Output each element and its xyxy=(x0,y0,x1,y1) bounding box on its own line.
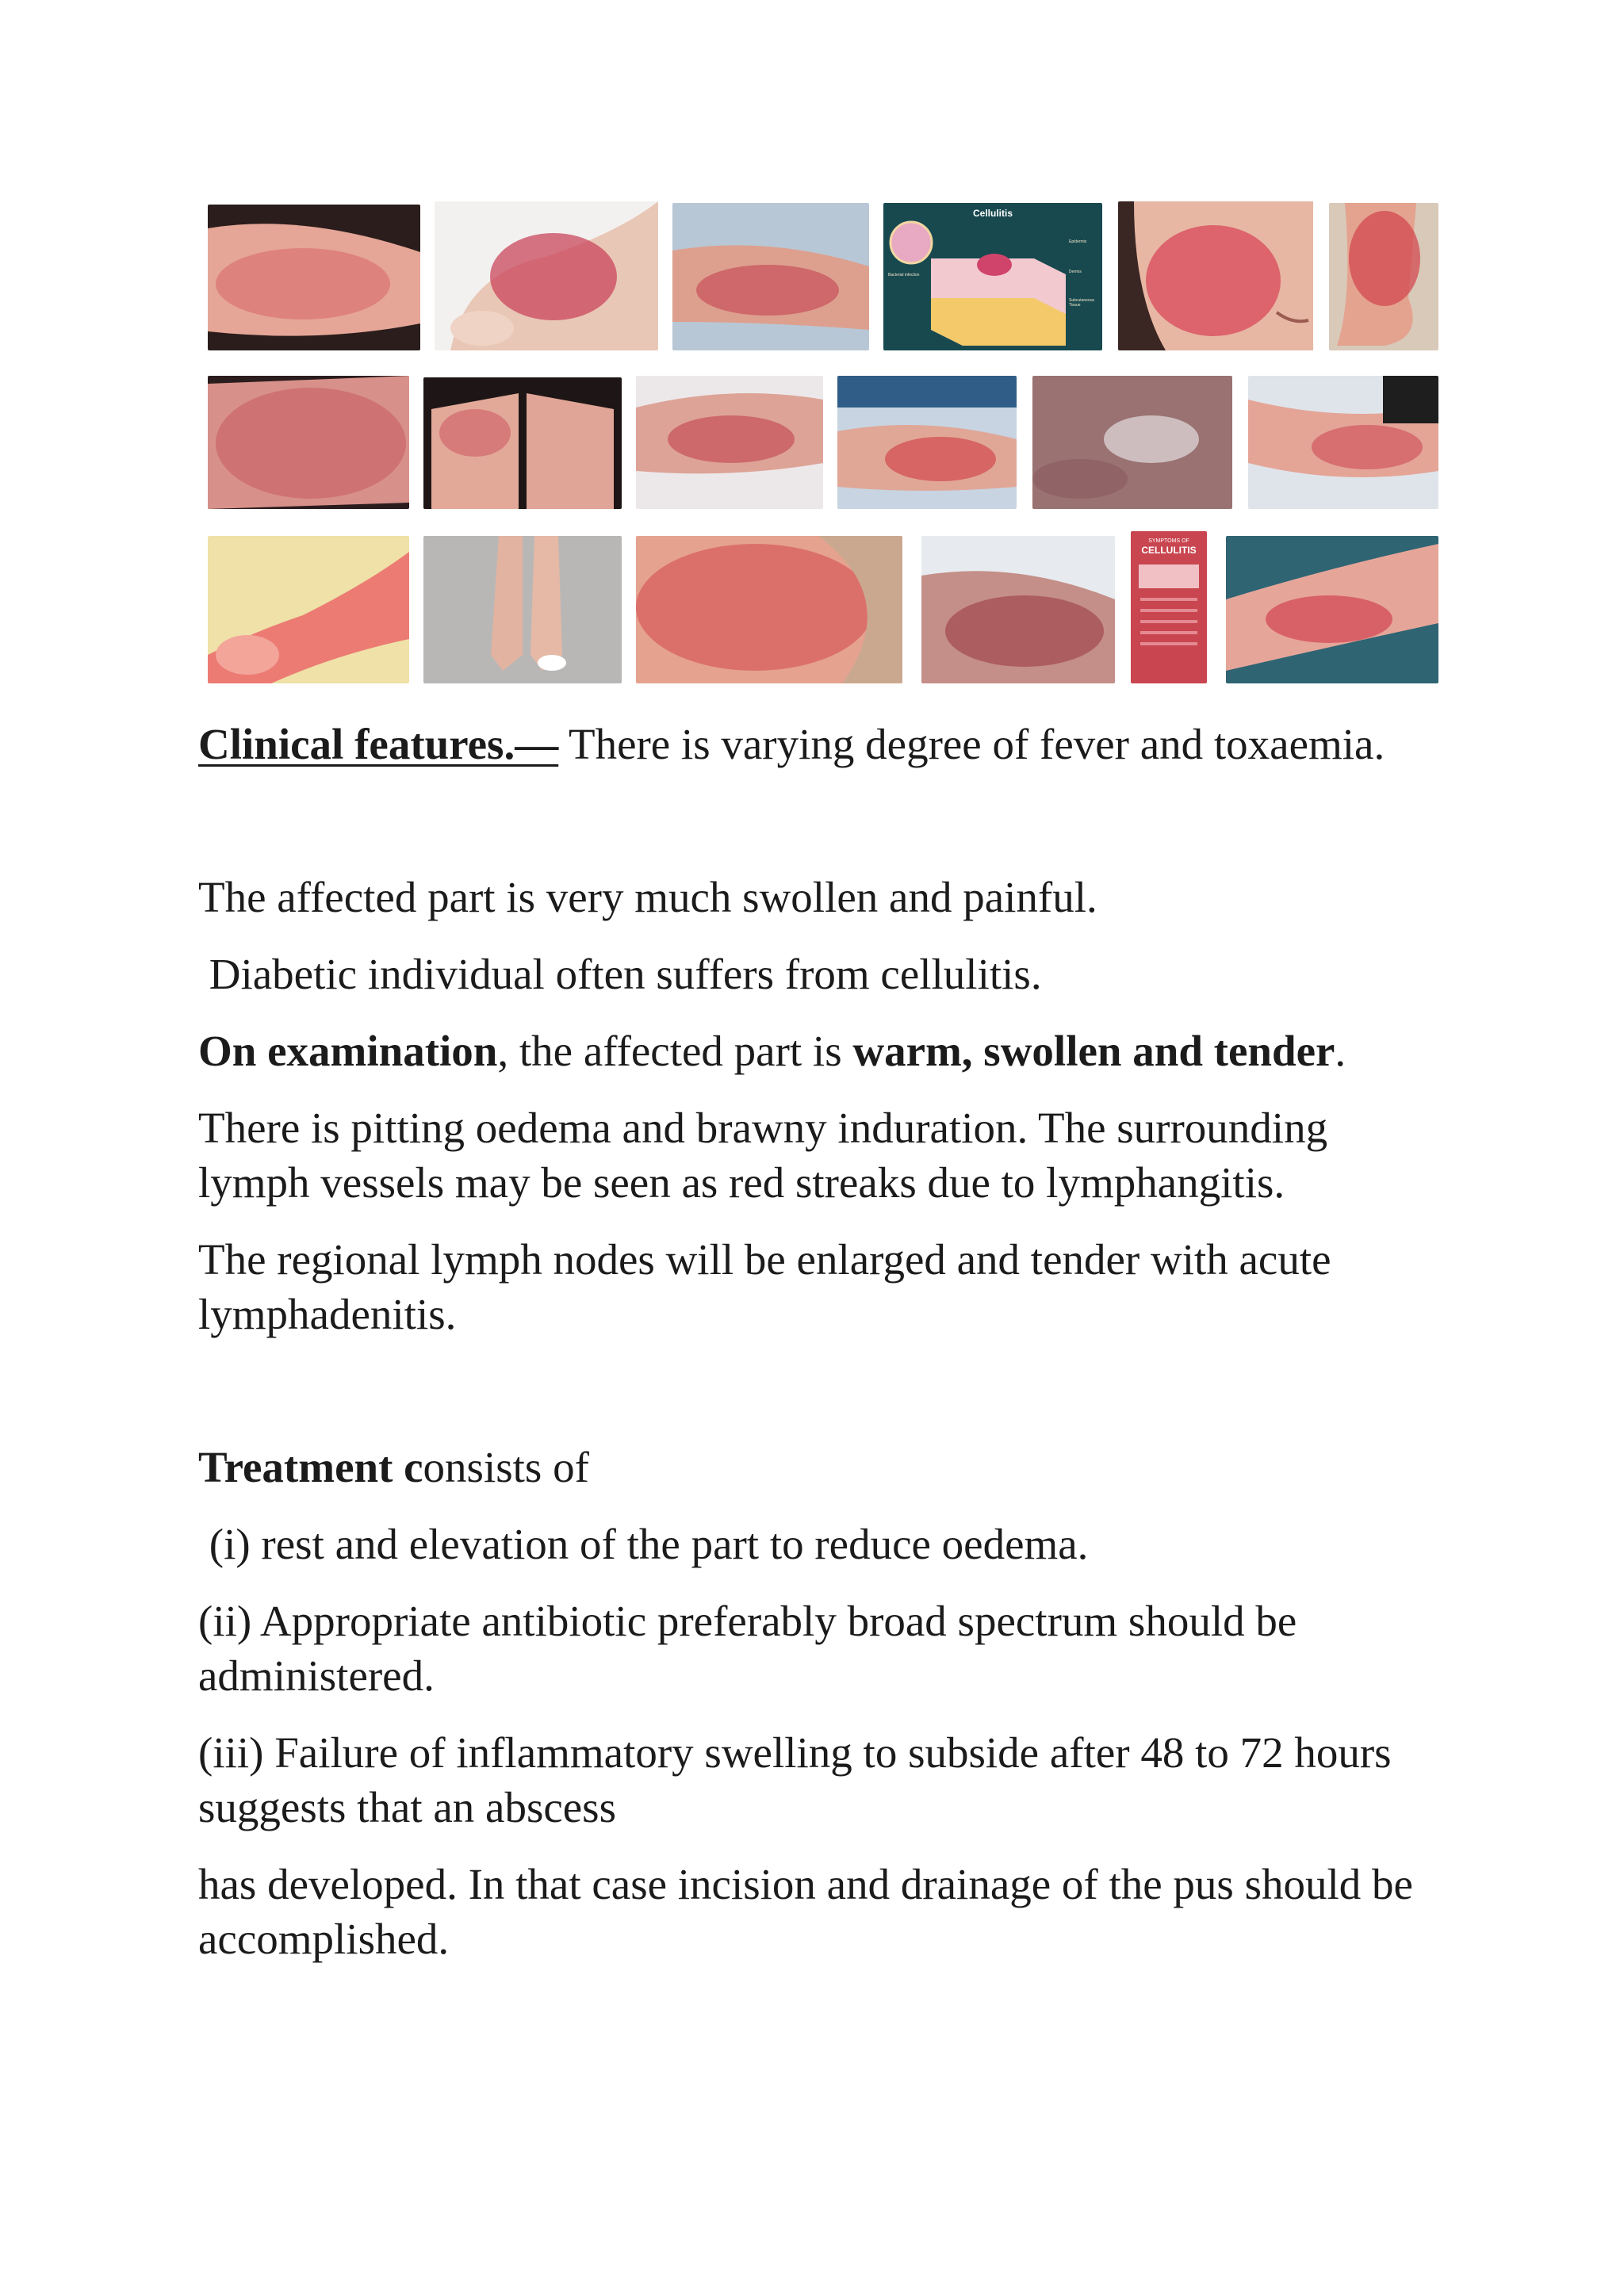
paragraph-affected-part: The affected part is very much swollen and painful. xyxy=(198,873,1097,921)
cellulitis-image-collage xyxy=(200,200,1442,691)
treatment-heading: Treatment c xyxy=(198,1443,423,1491)
photo-shin-spotted-redness xyxy=(208,376,409,509)
diagram-label-bacterial-infection: Bacterial infection xyxy=(888,273,920,277)
treatment-intro: onsists of xyxy=(423,1443,589,1491)
treatment-item-ii: (ii) Appropriate antibiotic preferably broad spectrum should be administered. xyxy=(198,1597,1297,1700)
paragraph-examination xyxy=(198,1024,1435,1078)
clinical-features-paragraph xyxy=(198,717,1435,771)
examination-findings: warm, swollen and tender xyxy=(852,1027,1335,1075)
examination-text: , the affected part is xyxy=(497,1027,853,1075)
photo-lower-leg-dark-redness xyxy=(921,536,1115,683)
photo-ankle-redness xyxy=(1329,203,1438,350)
photo-foot-bright-redness xyxy=(208,536,409,683)
treatment-item-i: (i) rest and elevation of the part to reduce oedema. xyxy=(198,1520,1089,1568)
paragraph-lymph-nodes: The regional lymph nodes will be enlarged and tender with acute lymphadenitis. xyxy=(198,1235,1331,1338)
photo-foot-redness xyxy=(435,201,658,350)
photo-facial-cellulitis xyxy=(1118,201,1313,350)
treatment-paragraph xyxy=(198,1440,1435,1494)
diagram-label-epidermis: Epidermis xyxy=(1069,239,1087,244)
photo-leg-on-sheet xyxy=(636,376,823,509)
photo-legs-redness xyxy=(1226,536,1438,683)
document-body xyxy=(198,717,1435,1966)
diagram-label-dermis: Dermis xyxy=(1069,270,1082,274)
photo-lower-leg-redness xyxy=(208,205,420,350)
diagram-label-subcutaneous-tissue: Subcutaneous Tissue xyxy=(1069,298,1094,308)
poster-subtitle: SYMPTOMS OF xyxy=(1148,538,1189,544)
photo-hands-redness xyxy=(423,377,622,509)
photo-leg-on-bed xyxy=(1248,376,1438,509)
paragraph-pitting-oedema: There is pitting oedema and brawny induration. The surrounding lymph vessels may be seen as red streaks due to lymphangitis. xyxy=(198,1104,1328,1207)
clinical-features-intro: There is varying degree of fever and toxaemia. xyxy=(558,720,1385,768)
photo-leg-marked-border xyxy=(837,376,1017,509)
paragraph-diabetic: Diabetic individual often suffers from cellulitis. xyxy=(198,950,1042,998)
examination-label: On examination xyxy=(198,1027,498,1075)
examination-period: . xyxy=(1335,1027,1346,1075)
photo-feet-on-tiles xyxy=(423,536,622,683)
clinical-features-heading: Clinical features.— xyxy=(198,720,559,768)
diagram-title: Cellulitis xyxy=(972,208,1013,219)
treatment-item-iii-continued: has developed. In that case incision and drainage of the pus should be accomplished. xyxy=(198,1860,1413,1963)
poster-title: CELLULITIS xyxy=(1141,545,1197,556)
photo-shin-redness xyxy=(672,203,869,350)
treatment-item-iii: (iii) Failure of inflammatory swelling to subside after 48 to 72 hours suggests that an abscess xyxy=(198,1728,1392,1831)
poster-symptoms-of-cellulitis xyxy=(1131,531,1207,683)
photo-skin-closeup xyxy=(1032,376,1232,509)
photo-knee-redness xyxy=(636,536,902,683)
